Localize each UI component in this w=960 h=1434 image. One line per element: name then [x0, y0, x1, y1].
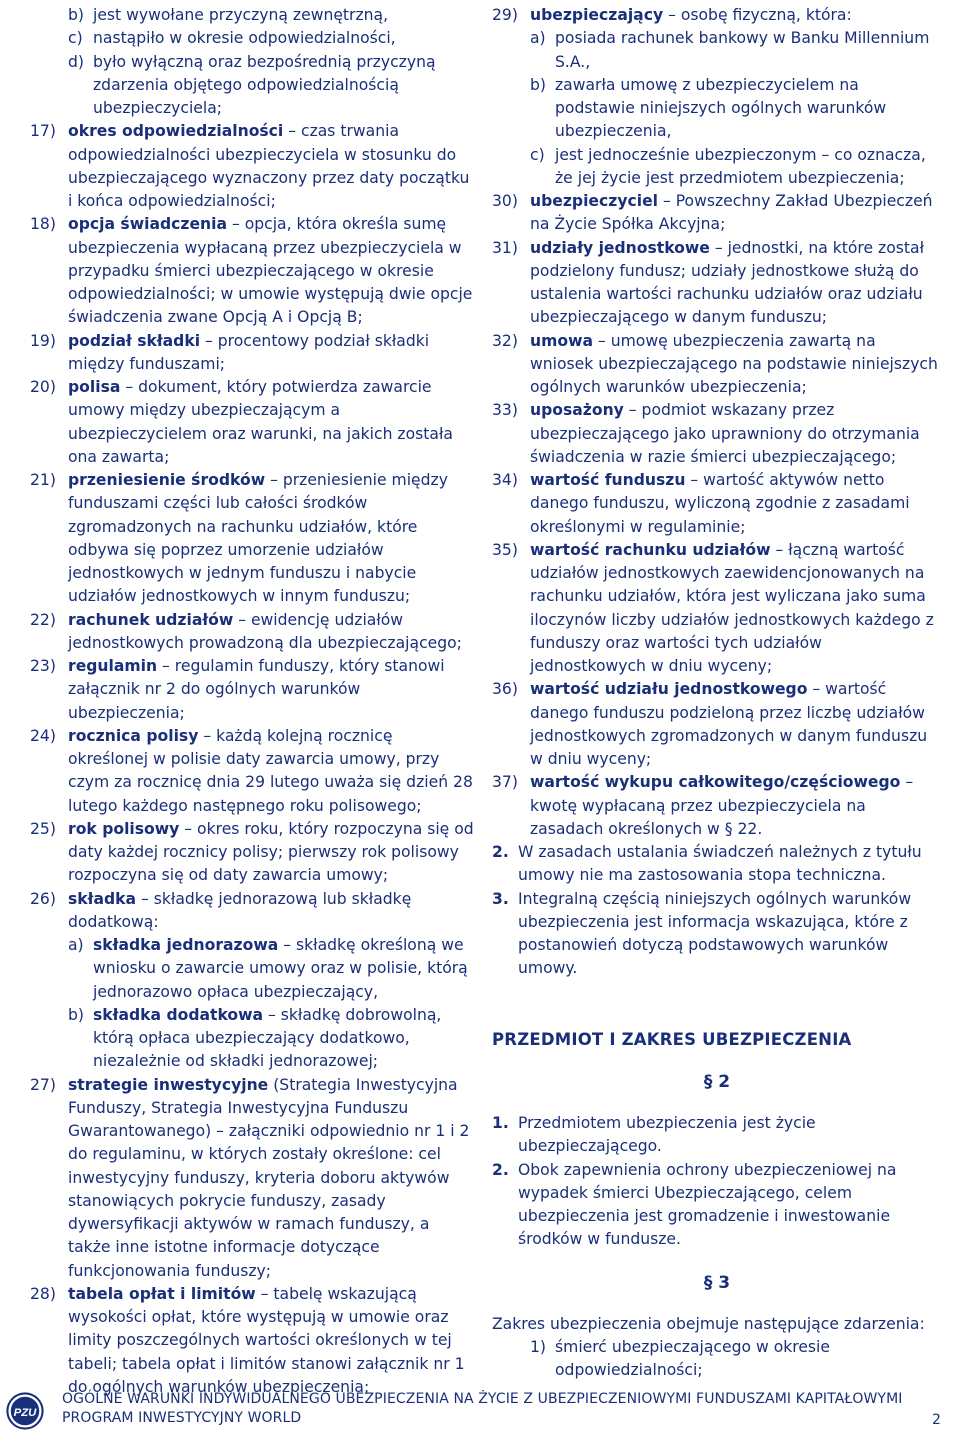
item-29-subpoints [492, 27, 942, 190]
subpoint-text: – składkę określoną we wniosku o zawarcie umowy oraz w polisie, którą jednorazowo opłaca ubezpieczający, [93, 936, 468, 1001]
section-3-items [492, 1336, 942, 1383]
footer [62, 1390, 902, 1428]
definition-item [30, 213, 475, 329]
definition-item [30, 1283, 475, 1399]
definition-item [492, 539, 942, 679]
subpoint-term: składka dodatkowa [93, 1005, 264, 1024]
scope-item-number: 1) [530, 1338, 547, 1356]
definition-item-term: składka [68, 889, 137, 908]
definition-item-text: – łączną wartość udziałów jednostkowych zaewidencjonowanych na rachunku udziałów, która jest wyliczana jako suma iloczynów liczby udziałów jednostkowych każdego z funduszy oraz wartości tych udziałów jednostkowych w dniu wyceny; [530, 540, 934, 675]
page-number: 2 [932, 1412, 941, 1428]
definition-item-text: – ewidencję udziałów jednostkowych prowadzoną dla ubezpieczającego; [68, 610, 462, 652]
footer-title-line1: OGÓLNE WARUNKI INDYWIDUALNEGO UBEZPIECZENIA NA ŻYCIE Z UBEZPIECZENIOWYMI FUNDUSZAMI KAPITAŁOWYMI [62, 1391, 903, 1407]
definition-item [30, 1074, 475, 1283]
subpoint-text: jest jednocześnie ubezpieczonym – co oznacza, że jej życie jest przedmiotem ubezpieczenia; [555, 145, 926, 187]
definition-item-term: opcja świadczenia [68, 215, 227, 234]
definition-item-text: – wartość danego funduszu podzieloną przez liczbę udziałów jednostkowych zgromadzonych w danym funduszu w dniu wyceny; [530, 680, 928, 768]
paragraph [492, 1112, 942, 1159]
definition-item-term: wartość rachunku udziałów [530, 540, 771, 559]
definition-item-number: 24) [30, 726, 56, 745]
definition-item-text: – składkę jednorazową lub składkę dodatkową: [68, 889, 412, 931]
definition-item-term: ubezpieczyciel [530, 192, 658, 210]
scope-item [530, 1336, 942, 1383]
definition-item-number: 22) [30, 610, 56, 629]
definition-item-text: – Powszechny Zakład Ubezpieczeń na Życie Spółka Akcyjna; [530, 192, 933, 234]
definition-item [30, 609, 475, 656]
subpoint-number: b) [530, 75, 546, 94]
definition-item-term: podział składki [68, 331, 201, 350]
definition-item-text: – czas trwania odpowiedzialności ubezpieczyciela w stosunku do ubezpieczającego wyznaczony przez daty początku i końca odpowiedzialności; [68, 122, 470, 210]
subpoint-number: b) [68, 1005, 84, 1024]
subpoint-text: nastąpiło w okresie odpowiedzialności, [93, 29, 396, 48]
definition-item-text: – opcja, która określa sumę ubezpieczenia wypłacaną przez ubezpieczyciela w przypadku śmierci ubezpieczającego w okresie odpowiedzialności; w umowie występują dwie opcje świadczenia zwane Opcją A i Opcją B; [68, 215, 473, 327]
definition-item-term: okres odpowiedzialności [68, 122, 284, 141]
definition-item [30, 120, 475, 213]
paragraph-text: Przedmiotem ubezpieczenia jest życie ubezpieczającego. [518, 1114, 816, 1156]
definitions-list-left-2 [30, 1074, 475, 1400]
definition-item-term: wartość funduszu [530, 471, 686, 489]
definitions-list-left [30, 120, 475, 934]
definition-item-term: polisa [68, 378, 121, 396]
definition-item-term: udziały jednostkowe [530, 238, 710, 257]
definition-item [492, 237, 942, 330]
section-2-paragraphs [492, 1112, 942, 1252]
left-column [30, 4, 475, 1399]
paragraph [492, 888, 942, 981]
definition-item-text: – osobę fizyczną, która: [663, 6, 852, 24]
subpoint-number: a) [530, 29, 546, 48]
definition-item [492, 399, 942, 469]
definition-item [492, 469, 942, 539]
paragraph [492, 1159, 942, 1252]
definition-item-text: – podmiot wskazany przez ubezpieczającego jako uprawniony do otrzymania świadczenia w razie śmierci ubezpieczającego; [530, 401, 920, 466]
subpoint-number: b) [68, 6, 84, 24]
subpoint-text: zawarła umowę z ubezpieczycielem na podstawie niniejszych ogólnych warunków ubezpieczenia, [555, 75, 887, 141]
subpoint-number: c) [530, 145, 545, 164]
paragraph-number: 3. [492, 889, 509, 908]
paragraphs-2-3 [492, 841, 942, 981]
definition-item-text: – przeniesienie między funduszami części lub całości środków zgromadzonych na rachunku udziałów, które odbywa się poprzez umorzenie udziałów jednostkowych w jednym funduszu i nabycie udziałów jednostkowych w innym funduszu; [68, 471, 448, 606]
logo-text: PZU [13, 1406, 37, 1419]
definition-item-text: – procentowy podział składki między funduszami; [68, 331, 430, 373]
definition-item [492, 678, 942, 771]
definition-item-term: ubezpieczający [530, 6, 664, 24]
definition-item-term: umowa [530, 331, 593, 350]
pzu-logo-icon [6, 1392, 44, 1430]
subpoint-text: jest wywołane przyczyną zewnętrzną, [93, 6, 389, 24]
definition-item-text: – tabelę wskazującą wysokości opłat, które występują w umowie oraz limity poszczególnych wartości określonych w tej tabeli; tabela opłat i limitów stanowi załącznik nr 1 do ogólnych warunków ubezpieczenia; [68, 1284, 465, 1396]
definition-item-number: 32) [492, 331, 518, 350]
section-heading: PRZEDMIOT I ZAKRES UBEZPIECZENIA [492, 1029, 852, 1049]
subpoint [530, 27, 942, 74]
subpoint-term: składka jednorazowa [93, 936, 279, 954]
paragraph-text: Integralną częścią niniejszych ogólnych warunków ubezpieczenia jest informacja wskazująca, które z postanowień dotyczą podstawowych warunków umowy. [518, 889, 912, 978]
subpoint-number: d) [68, 52, 84, 71]
definition-item-term: wartość wykupu całkowitego/częściowego [530, 773, 901, 792]
subpoint-number: a) [68, 936, 84, 954]
definition-item-number: 31) [492, 238, 518, 257]
definition-item-number: 35) [492, 540, 518, 559]
definition-item-text: – jednostki, na które został podzielony fundusz; udziały jednostkowe służą do ustalenia wartości rachunku udziałów oraz udziału ubezpieczającego w danym funduszu; [530, 238, 924, 327]
footer-title-line2: PROGRAM INWESTYCYJNY WORLD [62, 1410, 302, 1426]
definition-item-number: 34) [492, 471, 518, 489]
definition-item [30, 469, 475, 609]
definition-item-number: 21) [30, 471, 56, 489]
definition-item-text: – każdą kolejną rocznicę określonej w polisie daty zawarcia umowy, przy czym za rocznicę dnia 29 lutego uważa się dzień 28 lutego każdego następnego roku polisowego; [68, 726, 473, 815]
definition-item-term: tabela opłat i limitów [68, 1284, 256, 1303]
definition-item-text: – regulamin funduszy, który stanowi załącznik nr 2 do ogólnych warunków ubezpieczenia; [68, 657, 445, 722]
definition-item-number: 26) [30, 889, 56, 908]
definition-item [30, 655, 475, 725]
section-2-title: § 2 [703, 1071, 731, 1092]
definition-item-number: 20) [30, 378, 56, 396]
definition-item-number: 19) [30, 331, 56, 350]
definition-item-term: uposażony [530, 401, 624, 420]
section-3-title: § 3 [703, 1272, 731, 1293]
paragraph-number: 1. [492, 1114, 509, 1132]
right-column [492, 4, 942, 1383]
definition-item [492, 190, 942, 237]
definitions-list-right-2 [492, 190, 942, 841]
paragraph-text: Obok zapewnienia ochrony ubezpieczeniowej na wypadek śmierci Ubezpieczającego, celem ubezpieczenia jest gromadzenie i inwestowanie środków w fundusze. [518, 1160, 897, 1249]
definition-item-number: 36) [492, 680, 518, 699]
definition-item-text: – okres roku, który rozpoczyna się od daty każdej rocznicy polisy; pierwszy rok polisowy rozpoczyna się od daty zawarcia umowy; [68, 819, 474, 885]
subpoint [530, 74, 942, 144]
definition-item-number: 33) [492, 401, 518, 420]
paragraph-number: 2. [492, 843, 509, 861]
definition-item-term: rok polisowy [68, 819, 180, 838]
definition-item-term: rocznica polisy [68, 726, 199, 745]
definition-item [492, 771, 942, 841]
definition-item-term: regulamin [68, 657, 158, 675]
definitions-list-right [492, 4, 942, 27]
scope-item-text: śmierć ubezpieczającego w okresie odpowiedzialności; [555, 1338, 830, 1380]
subpoint [68, 51, 475, 121]
definition-item-number: 29) [492, 6, 518, 24]
definition-item [492, 330, 942, 400]
definition-item [30, 376, 475, 469]
definition-item-number: 25) [30, 819, 56, 838]
definition-item-number: 18) [30, 215, 56, 234]
subpoint-text: było wyłączną oraz bezpośrednią przyczyną zdarzenia objętego odpowiedzialnością ubezpieczyciela; [93, 52, 436, 117]
definition-item-term: rachunek udziałów [68, 610, 234, 629]
definition-item [30, 330, 475, 377]
definition-item-number: 30) [492, 192, 518, 210]
paragraph-text: W zasadach ustalania świadczeń należnych z tytułu umowy nie ma zastosowania stopa techniczna. [518, 843, 922, 885]
definition-item-text: – wartość aktywów netto danego funduszu, wyliczoną zgodnie z zasadami określonymi w regulaminie; [530, 471, 910, 536]
item-16-subpoints [30, 4, 475, 120]
definition-item [30, 725, 475, 818]
definition-item [492, 4, 942, 27]
definition-item-text: – kwotę wypłacaną przez ubezpieczyciela na zasadach określonych w § 22. [530, 773, 914, 838]
subpoint [68, 27, 475, 50]
definition-item-text: – umowę ubezpieczenia zawartą na wniosek ubezpieczającego na podstawie niniejszych ogólnych warunków ubezpieczenia; [530, 331, 938, 396]
definition-item-text: – dokument, który potwierdza zawarcie umowy między ubezpieczającym a ubezpieczycielem oraz warunki, na jakich została ona zawarta; [68, 378, 453, 466]
paragraph-number: 2. [492, 1160, 509, 1179]
section-3-intro: Zakres ubezpieczenia obejmuje następujące zdarzenia: [492, 1314, 925, 1333]
definition-item-number: 27) [30, 1075, 56, 1094]
definition-item-text: (Strategia Inwestycyjna Funduszy, Strategia Inwestycyjna Funduszu Gwarantowanego) – załączniki odpowiednio nr 1 i 2 do regulaminu, w których zostały określone: cel inwestycyjny funduszy, kryteria doboru aktywów stanowiących pokrycie funduszy, zasady dywersyfikacji aktywów w ramach funduszy, a także inne istotne informacje dotyczące funkcjonowania funduszy; [68, 1075, 470, 1280]
subpoint-text: posiada rachunek bankowy w Banku Millennium S.A., [555, 29, 930, 71]
definition-item [30, 888, 475, 935]
definition-item-term: przeniesienie środków [68, 471, 266, 489]
item-26-subpoints [30, 934, 475, 1074]
subpoint [530, 144, 942, 191]
subpoint [68, 1004, 475, 1074]
definition-item [30, 818, 475, 888]
definition-item-term: wartość udziału jednostkowego [530, 680, 808, 699]
subpoint-number: c) [68, 29, 83, 48]
paragraph [492, 841, 942, 888]
definition-item-term: strategie inwestycyjne [68, 1075, 269, 1094]
subpoint [68, 934, 475, 1004]
definition-item-number: 23) [30, 657, 56, 675]
subpoint-text: – składkę dobrowolną, którą opłaca ubezpieczający dodatkowo, niezależnie od składki jednorazowej; [93, 1005, 442, 1071]
definition-item-number: 17) [30, 122, 56, 141]
definition-item-number: 28) [30, 1284, 56, 1303]
definition-item-number: 37) [492, 773, 518, 792]
subpoint [68, 4, 475, 27]
